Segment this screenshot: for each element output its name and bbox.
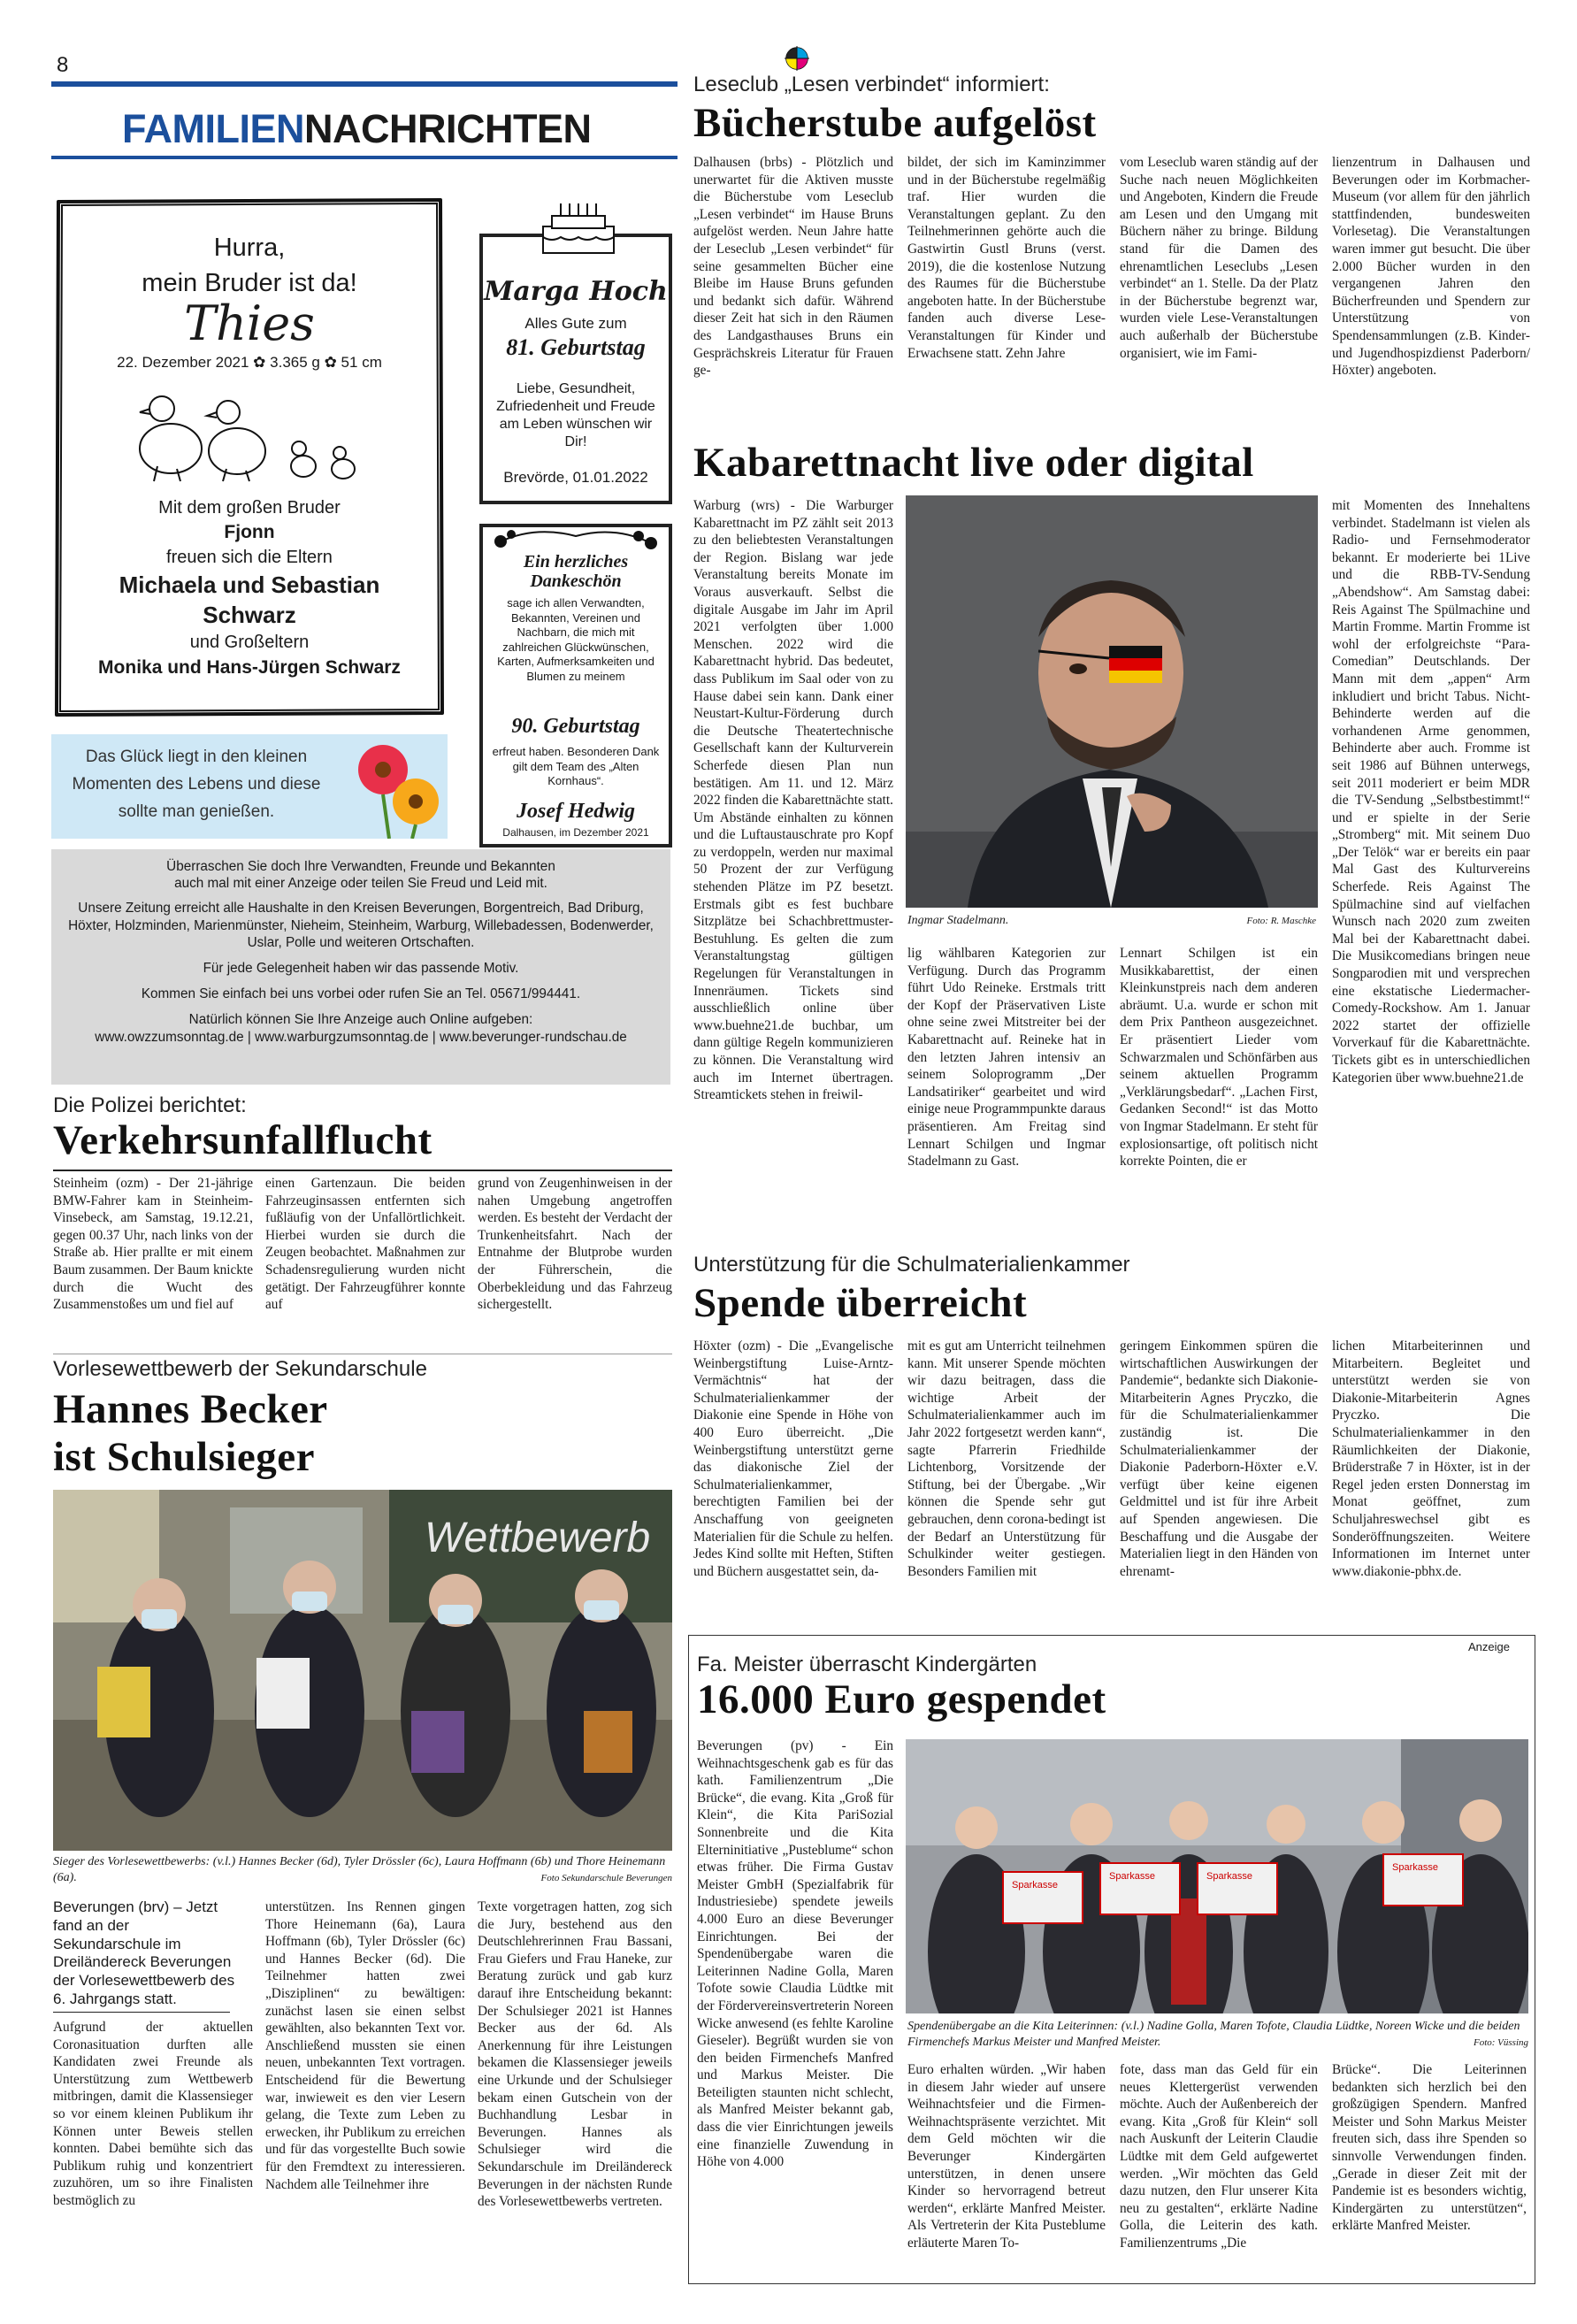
vorlese-intro: Beverungen (brv) – Jetzt fand an der Sekundarschule im Dreiländereck Beverungen der Vorlesewettbewerb des 6. Jahrgangs statt. bbox=[53, 1898, 235, 2007]
kabarett-col1: Warburg (wrs) - Die Warburger Kabarettnacht im PZ zählt seit 2013 zu den beliebtesten Veranstaltungen der Region. Bislang war jede Veranstaltung bereits Monate im Voraus ausverkauft. Selbst die digitale Ausgabe im Jahr im April 2021 verfolgten über 1.000 Menschen. 2022 wird die Kabarettnacht hybrid. Das bedeutet, dass Publikum im Saal oder von zu Hause dabei sein kann. Dank einer Neustart-Kultur-Förderung durch die Deutsche Theatertechnische Gesellschaft kann der Kulturverein Scherfede diesen Plan nun bestätigen. Am 11. und 12. März 2022 finden die Kabarettnächte statt. Um Abstände einhalten zu können und die Luftaustauschrate pro Kopf zu verdoppeln, werden nur maximal 50 Prozent der zur Verfügung stehenden Plätze im PZ besetzt. Erstmals gibt es fest buchbare Sitzplätze bei Schachbrettmuster-Bestuhlung. Es gelten die zum Veranstaltungstag gültigen Regelungen für Veranstaltungen in Innenräumen. Tickets sind ausschließlich online über www.buehne21.de buchbar, um dann gültige Regeln kommunizieren zu können. Die Veranstaltung wird auch im Internet übertragen. Streamtickets stehen in freiwil- bbox=[693, 498, 893, 1103]
leseclub-col4: lienzentrum in Dalhausen und Beverungen oder im Korbmacher-Museum (vor allem für den jährlich stattfindenden, bundesweiten Vorlesetag). Die Veranstaltungen waren immer gut besucht. Die über 2.000 Bücher wurden in den vergangenen Jahren den Bücherfreunden und Spendern zur Unterstützung von Spendensammlungen (z.B. Kinder- und Jugendhospizdienst Paderborn/ Höxter) angeboten. bbox=[1332, 155, 1530, 379]
registration-mark-icon bbox=[785, 46, 809, 75]
spende-col2: mit es gut am Unterricht teilnehmen kann. Mit unserer Spende möchten wir dazu beitragen, dass die wichtige Arbeit der Schulmaterialienkammer auch im Jahr 2022 fortgesetzt werden kann“, sagte Pfarrerin Friedhilde Lichtenborg, Vorsitzende der Stiftung, bei der Übergabe. „Wir können die Spende sehr gut gebrauchen, denn corona-bedingt ist der Bedarf an Unterstützung für Schulkinder weiter gestiegen. Besonders Familien mit bbox=[907, 1338, 1106, 1579]
section-top-rule bbox=[51, 81, 677, 87]
meister-col3: fote, dass man das Geld für ein neues Klettergerüst verwenden möchte. Auch der Außenbereich der evang. Kita „Groß für Klein“ soll nach Auskunft der Leiterin Claudie Lüdtke mit dem Geld aufgewertet werden. „Wir möchten das Geld dazu nutzen, den Flur unserer Kita neu zu gestalten“, erklärte Nadine Golla, die Leiterin des kath. Familienzentrums „Die bbox=[1120, 2062, 1318, 2251]
leseclub-col3: vom Leseclub waren ständig auf der Suche nach neuen Möglichkeiten und Angeboten, Kindern die Freude am Lesen und den Umgang mit Büchern näher zu bringe. Bildung stand für die Damen des ehrenamtlichen Leseclubs „Lesen verbindet“ an 1. Stelle. Da der Platz in der Bücherstube begrenzt war, wurden viele Lese-Veranstaltungen auch außerhalb der Bücherstube organisiert, wie im Fami- bbox=[1120, 155, 1318, 361]
polizei-col2: einen Gartenzaun. Die beiden Fahrzeuginsassen entfernten sich fußläufig von der Unfallörtlichkeit. Hierbei wurden sie durch die Zeugen beobachtet. Maßnahmen zur Schadensregulierung wurden nicht getätigt. Der Fahrzeugführer konnte auf bbox=[265, 1176, 465, 1313]
portrait-image bbox=[906, 495, 1318, 908]
donation-group-image bbox=[906, 1739, 1528, 2013]
kabarett-photo bbox=[906, 495, 1318, 908]
thanks-place-date: Dalhausen, im Dezember 2021 bbox=[502, 826, 649, 839]
polizei-headline: Verkehrsunfallflucht bbox=[53, 1117, 433, 1163]
promo-p6-links[interactable]: www.owzzumsonntag.de | www.warburgzumsonntag.de | www.beverunger-rundschau.de bbox=[95, 1029, 627, 1045]
meister-photo bbox=[906, 1739, 1528, 2013]
thanks-name: Josef Hedwig bbox=[517, 800, 635, 823]
spende-headline: Spende überreicht bbox=[693, 1280, 1028, 1326]
vorlese-col1: Aufgrund der aktuellen Coronasituation durften alle Kandidaten zwei Freunde als Unterstützung zum Wettbewerb mitbringen, damit die Klassensieger so vor einem kleinen Publikum ihr Können unter Beweis stellen konnten. Dabei bemühte sich das Publikum ruhig und konzentriert zuzuhören, um so ihre Finalisten bestmöglich zu bbox=[53, 2020, 253, 2208]
birthday-name: Marga Hoch bbox=[484, 276, 668, 307]
vorlese-credit: Foto Sekundarschule Beverungen bbox=[540, 1873, 672, 1883]
polizei-col1: Steinheim (ozm) - Der 21-jährige BMW-Fahrer kam in Steinheim-Vinsebeck, am Samstag, 19.12.21, gegen 00.37 Uhr, nach links von der Straße ab. Hier prallte er mit einem Baum zusammen. Der Baum knickte durch die Wucht des Zusammenstoßes um und fiel auf bbox=[53, 1176, 253, 1313]
section-title-part1: FAMILIEN bbox=[122, 106, 304, 151]
thanks-title: Ein herzliches Dankeschön bbox=[523, 552, 629, 591]
gerbera-flowers-icon bbox=[343, 734, 448, 839]
section-title bbox=[122, 106, 592, 152]
birth-grandparents-text: und Großeltern bbox=[189, 633, 310, 652]
meister-ad-label: Anzeige bbox=[1468, 1640, 1510, 1653]
vorlese-caption bbox=[53, 1854, 672, 1886]
sign-2-text: Sparkasse bbox=[1109, 1871, 1155, 1882]
meister-caption bbox=[907, 2019, 1528, 2051]
vorlese-col3: Texte vorgetragen hatten, zog sich die Jury, bestehend aus den Deutschlehrerinnen Frau Bassani, Frau Giefers und Frau Haneke, zur Beratung zurück und gab kurz darauf ihre Entscheidung bekannt: Der Schulsieger 2021 ist Hannes Becker aus der 6d. Als Anerkennung für ihre Leistungen bekamen die Klassensieger jeweils eine Urkunde und der Schulsieger bekam einen Gutschein von der Buchhandlung Lesbar in Beverungen. Hannes als Schulsieger wird die Sekundarschule im Dreiländereck Beverungen in der nächsten Runde des Vorlesewettbewerbs vertreten. bbox=[478, 1899, 672, 2210]
vorlese-photo bbox=[53, 1490, 672, 1851]
vorlese-headline-line1: Hannes Becker bbox=[53, 1386, 328, 1432]
birth-line2: mein Bruder ist da! bbox=[142, 269, 357, 297]
birthday-ad bbox=[479, 234, 672, 504]
section-bottom-rule bbox=[51, 156, 677, 159]
promo-p2: Unsere Zeitung erreicht alle Haushalte in den Kreisen Beverungen, Borgentreich, Bad Driburg, Höxter, Holzminden, Marienmünster, Nieheim, Steinheim, Warburg, Willebadessen, Bodenwerder, Uslar, Polle und weiteren Ortschaften. bbox=[68, 901, 654, 950]
flower-banner-ad bbox=[51, 734, 448, 839]
birth-brother: Fjonn bbox=[224, 522, 275, 542]
leseclub-col2: bildet, der sich im Kaminzimmer und in der Bücherstube regelmäßig traf. Hier wurden die Veranstaltungen geplant. Zu den Teilnehmerinnen gehörte auch die Gastwirtin Gustl Bruns (verst. 2019), die die kostenlose Nutzung des Raumes für die Bücherstube angeboten hatte. In der Bücherstube fanden auch diverse Lese-Veranstaltungen für Kinder und Erwachsene statt. Zehn Jahre bbox=[907, 155, 1106, 361]
meister-credit: Foto: Vüssing bbox=[1473, 2037, 1528, 2048]
birth-parents-text: freuen sich die Eltern bbox=[166, 548, 333, 567]
leseclub-col1: Dalhausen (brbs) - Plötzlich und unerwartet für die Aktiven musste die Bücherstube vom Leseclub „Lesen verbindet“ im Hause Bruns aufgelöst werden. Neun Jahre hatte der Leseclub „Lesen verbindet“ für seine gesammelten Bücher eine Bleibe im Hause Bruns gefunden und bedankt sich dafür. Während dieser Zeit hat sich in den Räumen des Landgasthauses Bruns ein Gesprächskreis Literatur für Frauen ge- bbox=[693, 155, 893, 379]
kabarett-caption bbox=[907, 913, 1316, 929]
kabarett-caption-text: Ingmar Stadelmann. bbox=[907, 914, 1009, 927]
promo-box bbox=[51, 849, 670, 1085]
birth-parents: Michaela und Sebastian Schwarz bbox=[119, 571, 380, 628]
section-title-part2: NACHRICHTEN bbox=[304, 106, 592, 151]
promo-p5: Natürlich können Sie Ihre Anzeige auch Online aufgeben: bbox=[188, 1012, 533, 1028]
meister-kicker: Fa. Meister überrascht Kindergärten bbox=[697, 1653, 1037, 1676]
kabarett-headline: Kabarettnacht live oder digital bbox=[693, 440, 1254, 486]
sign-3-text: Sparkasse bbox=[1206, 1871, 1252, 1882]
thanks-text1: sage ich allen Verwandten, Bekannten, Vereinen und Nachbarn, die mich mit zahlreichen Glückwünschen, Karten, Aufmerksamkeiten und Blumen zu meinem bbox=[497, 596, 655, 683]
birthday-place-date: Brevörde, 01.01.2022 bbox=[503, 469, 648, 486]
promo-p3: Für jede Gelegenheit haben wir das passende Motiv. bbox=[203, 961, 519, 977]
spende-col3: geringem Einkommen spüren die wirtschaftlichen Auswirkungen der Pandemie“, bedankte sich Diakonie-Mitarbeiterin Agnes Pryczko, die für die Schulmaterialienkammer zuständig ist. Die Schulmaterialienkammer der Diakonie Paderborn-Höxter e.V. verfügt über keine eigenen Geldmittel und ist für ihre Arbeit auf Spenden angewiesen. Die Beschaffung und die Ausgabe der Materialien liegt in den Händen von ehrenamt- bbox=[1120, 1338, 1318, 1579]
birthday-occasion: 81. Geburtstag bbox=[506, 334, 646, 360]
svg-text:Wettbewerb: Wettbewerb bbox=[425, 1515, 651, 1561]
page-number: 8 bbox=[57, 53, 69, 77]
leseclub-headline: Bücherstube aufgelöst bbox=[693, 100, 1097, 146]
promo-p1: Überraschen Sie doch Ihre Verwandten, Freunde und Bekannten auch mal mit einer Anzeige oder teilen Sie Freud und Leid mit. bbox=[166, 859, 555, 892]
spende-col1: Höxter (ozm) - Die „Evangelische Weinbergstiftung Luise-Arntz-Vermächtnis“ hat der Schulmaterialienkammer der Diakonie eine Spende in Höhe von 400 Euro überreicht. „Die Weinbergstiftung unterstützt gerne das diakonische Ziel der Schulmaterialienkammer, berechtigten Familien bei der Anschaffung von geeigneten Materialien für die Schule zu helfen. Jedes Kind sollte mit Heften, Stiften und Büchern ausgestattet sein, da- bbox=[693, 1338, 893, 1579]
polizei-col3: grund von Zeugenhinweisen in der nahen Umgebung angetroffen werden. Es besteht der Verdacht der Trunkenheitsfahrt. Nach der Entnahme der Blutprobe wurden der Führerschein, die Oberbekleidung und das Fahrzeug sichergestellt. bbox=[478, 1176, 672, 1313]
spende-kicker: Unterstützung für die Schulmaterialienkammer bbox=[693, 1253, 1130, 1277]
kabarett-credit: Foto: R. Maschke bbox=[1246, 916, 1316, 926]
meister-caption-text: Spendenübergabe an die Kita Leiterinnen: (v.l.) Nadine Golla, Maren Tofote, Claudia Lüdtke, Noreen Wicke und die beiden Firmenchefs Markus Meister und Manfred Meister. bbox=[907, 2020, 1520, 2049]
meister-headline: 16.000 Euro gespendet bbox=[697, 1676, 1106, 1722]
vorlese-intro-rule bbox=[53, 2012, 230, 2013]
birthday-message: Liebe, Gesundheit, Zufriedenheit und Freude am Leben wünschen wir Dir! bbox=[496, 381, 655, 449]
kabarett-col3: Lennart Schilgen ist ein Musikkabarettist, der einen Kleinkunstpreis nach dem anderen abräumt. U.a. wurde er schon mit dem Prix Pantheon ausgezeichnet. Er präsentiert Lieder vom Schwarzmalen und Schönfärben aus seinem aktuellen Programm „Verklärungsbedarf“. „Lachen First, Gedanken Second!“ ist das Motto von Ingmar Stadelmann. Er steht für explosionsartige, oft politisch nicht korrekte Pointen, die er bbox=[1120, 946, 1318, 1170]
thanks-ad bbox=[479, 524, 672, 848]
birth-with-text: Mit dem großen Bruder bbox=[158, 498, 341, 518]
classroom-scene-image bbox=[53, 1490, 672, 1851]
vorlese-col2: unterstützen. Ins Rennen gingen Thore Heinemann (6a), Laura Hoffmann (6b), Tyler Drössler (6c) und Hannes Becker (6d). Die Teilnehmer hatten zwei „Disziplinen“ zu bewältigen: zunächst lasen sie einen selbst gewählten, also bekannten Text vor. Anschließend mussten sie einen neuen, unbekannten Text vortragen. Entscheidend für die Bewertung war, inwieweit es den vier Lesern gelang, die Texte zum Leben zu erwecken, ihr Publikum zu erreichen und für das vorgestellte Buch sowie für den Fremdtext zu interessieren. Nachdem alle Teilnehmer ihre bbox=[265, 1899, 465, 2192]
birth-grandparents: Monika und Hans-Jürgen Schwarz bbox=[98, 657, 401, 678]
meister-col1: Beverungen (pv) - Ein Weihnachtsgeschenk gab es für das kath. Familienzentrum „Die Brücke“, die evang. Kita „Groß für Klein“, die Kita PariSozial Sonnenbreite und die Kita Elterninitiative „Pusteblume“ schon etwas früher. Die Firma Gustav Meister GmbH (Spezialfabrik für Industriesiebe) spendete jeweils 4.000 Euro an diese Beverunger Einrichtungen. Bei der Spendenübergabe waren die Leiterinnen Nadine Golla, Maren Tofote sowie Claudia Lüdtke mit der Fördervereinsvertreterin Noreen Wicke anwesend (es fehlte Karoline Gieseler). Begrüßt wurden sie von den beiden Firmenchefs Manfred und Markus Meister. Die Beteiligten staunten nicht schlecht, als Manfred Meister bekannt gab, dass die vier Einrichtungen jeweils eine finanzielle Zuwendung in Höhe von 4.000 bbox=[697, 1738, 893, 2170]
sign-1-text: Sparkasse bbox=[1012, 1880, 1058, 1891]
vorlese-headline bbox=[53, 1385, 328, 1481]
birth-line1: Hurra, bbox=[213, 234, 286, 262]
ducks-illustration bbox=[131, 382, 379, 488]
spende-col4: lichen Mitarbeiterinnen und Mitarbeitern. Begleitet und unterstützt werden sie von Diakonie-Mitarbeiterin Agnes Pryczko. Die Schulmaterialienkammer in den Räumlichkeiten der Diakonie, Brüderstraße 7 in Höxter, ist in der Regel jeden ersten Donnerstag im Monat geöffnet, zum Schuljahreswechsel gibt es Sonderöffnungszeiten. Weitere Informationen im Internet unter www.diakonie-pbhx.de. bbox=[1332, 1338, 1530, 1579]
polizei-kicker: Die Polizei berichtet: bbox=[53, 1093, 247, 1117]
vorlese-kicker: Vorlesewettbewerb der Sekundarschule bbox=[53, 1357, 427, 1381]
thanks-text2: erfreut haben. Besonderen Dank gilt dem Team des „Alten Kornhaus“. bbox=[492, 745, 660, 787]
vorlese-caption-text: Sieger des Vorlesewettbewerbs: (v.l.) Hannes Becker (6d), Tyler Drössler (6c), Laura Hoffmann (6b) und Thore Heinemann (6a). bbox=[53, 1855, 666, 1884]
flower-banner-text: Das Glück liegt in den kleinen Momenten des Lebens und diese sollte man genießen. bbox=[72, 748, 321, 821]
kabarett-col2: lig wählbaren Kategorien zur Verfügung. Durch das Programm führt Udo Reineke. Erstmals tritt der Kopf der Präservativen Liste ohne seine zwei Mitstreiter bei der Kabarettnacht auf. Reineke hat in den letzten Jahren intensiv an seinem Soloprogramm „Der Landsatiriker“ gearbeitet und wird einige neue Programmpunkte daraus präsentieren. Am Freitag sind Lennart Schilgen und Ingmar Stadelmann zu Gast. bbox=[907, 946, 1106, 1170]
thanks-occasion: 90. Geburtstag bbox=[511, 715, 640, 738]
meister-col4: Brücke“. Die Leiterinnen bedankten sich herzlich bei den großzügigen Spendern. Manfred Meister und Sohn Markus Meister freuten sich, dass ihre Spenden so sinnvolle Verwendungen finden. „Gerade in dieser Zeit mit der Pandemie ist es besonders wichtig, Kindergärten zu unterstützen“, erklärte Manfred Meister. bbox=[1332, 2062, 1527, 2234]
promo-p4: Kommen Sie einfach bei uns vorbei oder rufen Sie an Tel. 05671/994441. bbox=[141, 986, 581, 1002]
birth-announcement-ad bbox=[51, 196, 448, 718]
kabarett-col4: mit Momenten des Innehaltens verbindet. Stadelmann ist vielen als Radio- und Fernsehmoderator bekannt. Er moderierte bei 1Live und die RBB-TV-Sendung „Abendshow“. Am Samstag dabei: Reis Against The Spülmachine und Martin Fromme. Martin Fromme ist wohl der erfolgreichste “Para-Comedian” Deutschlands. Der Mann mit dem „appen“ Arm inkludiert und bricht Tabus. Nicht-Behinderte werden auf die vorhandenen Arme genommen, Behinderte aber auch. Fromme ist seit 1986 auf Bühnen unterwegs, seit 2011 moderiert er beim MDR die TV-Sendung „Selbstbestimmt!“ und er spielte in der Serie „Stromberg“ mit. Mit seinem Duo „Der Telök“ war er bereits ein paar Mal Gast des Kulturvereins Scherfede. Reis Against The Spülmachine sind auf vielfachen Wunsch nach 2020 zum zweiten Mal bei der Kabarettnacht dabei. Die Musikcomedians bringen neue Songparodien mit und versprechen eine ekstatische Liedermacher-Comedy-Rockshow. Am 1. Januar 2022 startet der offizielle Vorverkauf für die Kabarettnächte. Tickets gibt es in unterschiedlichen Kategorien über www.buehne21.de bbox=[1332, 498, 1530, 1085]
baby-details: 22. Dezember 2021 ✿ 3.365 g ✿ 51 cm bbox=[117, 354, 382, 371]
baby-name: Thies bbox=[184, 295, 315, 351]
leseclub-kicker: Leseclub „Lesen verbindet“ informiert: bbox=[693, 73, 1050, 96]
vorlese-headline-line2: ist Schulsieger bbox=[53, 1434, 316, 1480]
meister-col2: Euro erhalten würden. „Wir haben in diesem Jahr wieder auf unsere Weihnachtsfeier und die Firmen-Weihnachtspräsente verzichtet. Mit dem Geld möchten wir die Beverunger Kindergärten unterstützen, in denen unsere Kinder so hervorragend betreut werden“, erklärte Manfred Meister. Als Vertreterin der Kita Pusteblume erläuterte Maren To- bbox=[907, 2062, 1106, 2251]
sign-4-text: Sparkasse bbox=[1392, 1862, 1438, 1873]
polizei-rule bbox=[53, 1170, 672, 1171]
birthday-wish: Alles Gute zum bbox=[524, 315, 627, 332]
cake-icon bbox=[534, 198, 623, 260]
